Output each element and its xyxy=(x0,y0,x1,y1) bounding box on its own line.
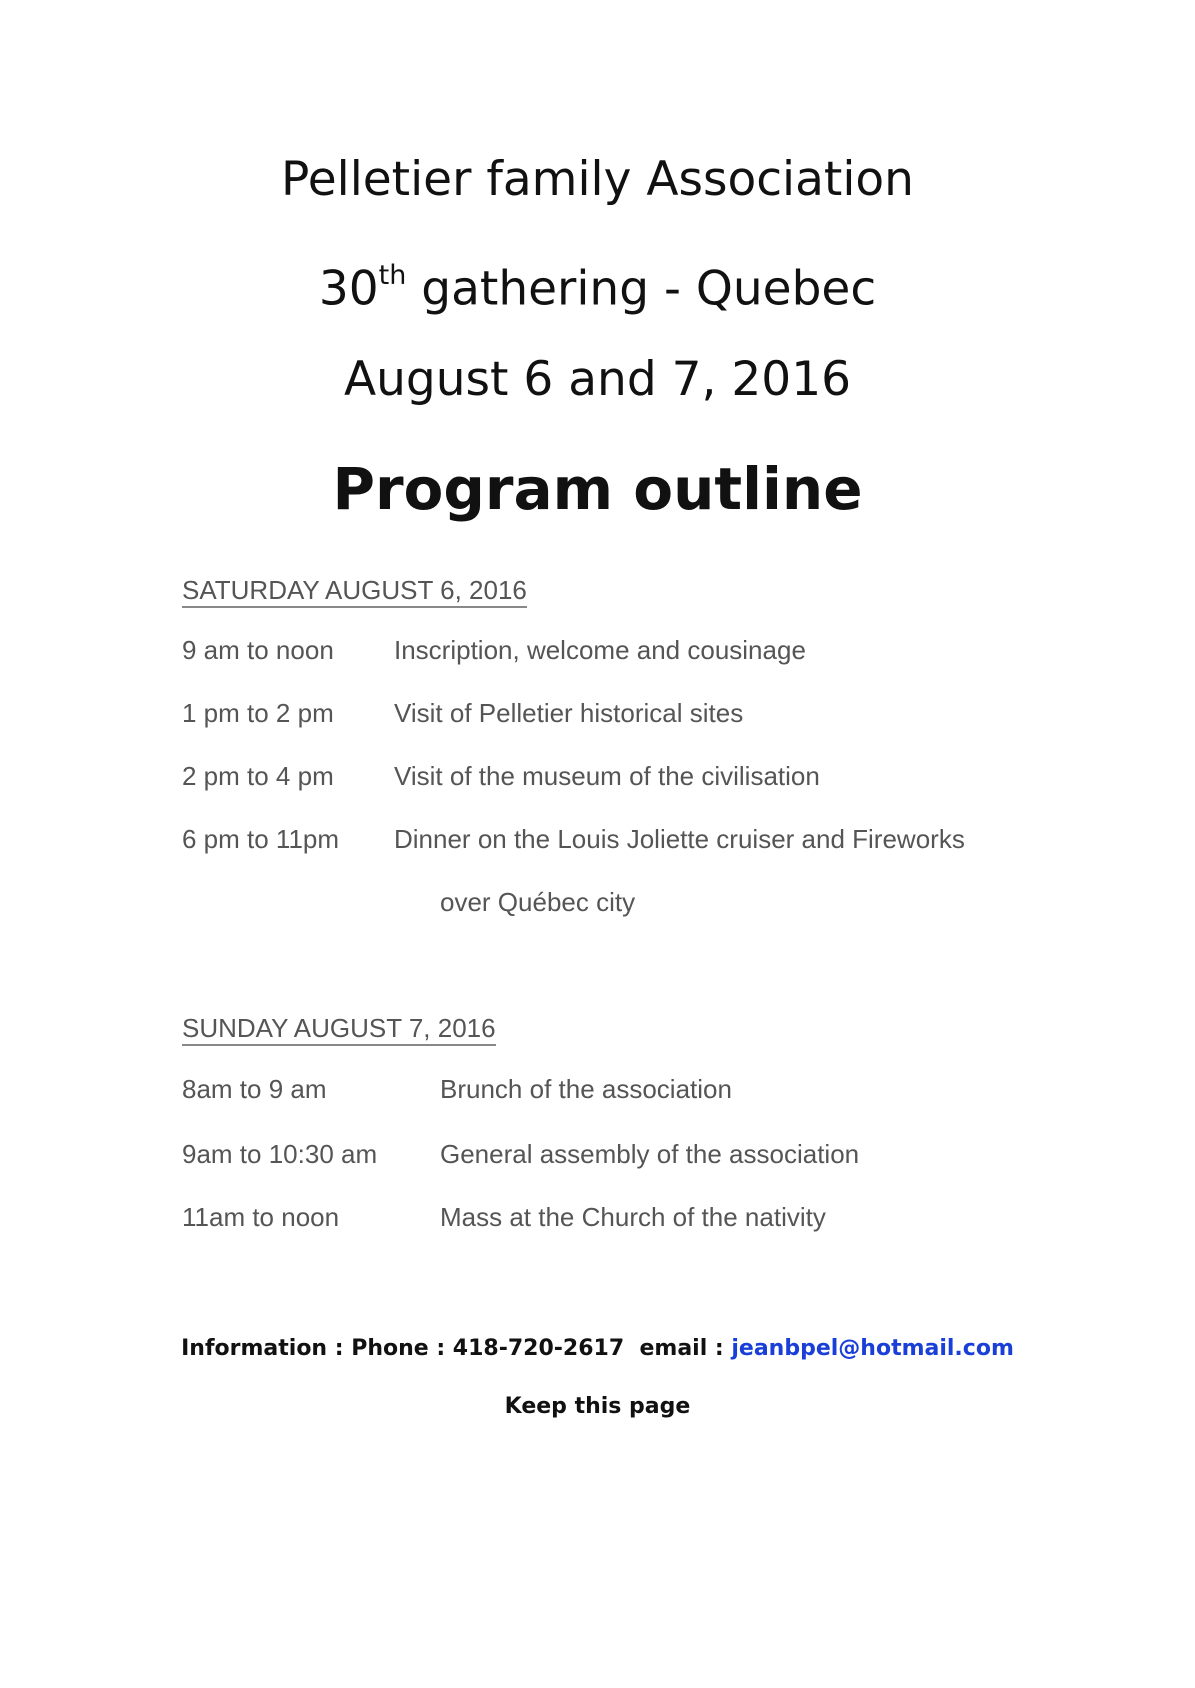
schedule-time: 9 am to noon xyxy=(182,635,334,665)
contact-phone: Information : Phone : 418-720-2617 email : xyxy=(181,1336,732,1361)
sunday-section xyxy=(182,1012,496,1046)
gathering-number: 30 xyxy=(318,261,379,317)
ordinal-suffix: th xyxy=(378,260,407,291)
schedule-time: 11am to noon xyxy=(182,1202,340,1232)
gathering-location: gathering - Quebec xyxy=(406,261,877,317)
email-link[interactable]: jeanbpel@hotmail.com xyxy=(731,1336,1014,1361)
association-name: Pelletier family Association xyxy=(281,152,914,207)
schedule-description: Dinner on the Louis Joliette cruiser and Fireworks xyxy=(394,824,965,854)
saturday-section xyxy=(182,574,527,608)
schedule-time: 8am to 9 am xyxy=(182,1074,327,1104)
schedule-description: General assembly of the association xyxy=(440,1139,860,1169)
schedule-time: 6 pm to 11pm xyxy=(182,824,340,854)
schedule-description: Inscription, welcome and cousinage xyxy=(394,635,806,665)
schedule-description: Visit of the museum of the civilisation xyxy=(394,761,820,791)
contact-info xyxy=(0,1336,1195,1361)
schedule-description: Brunch of the association xyxy=(440,1074,732,1104)
page-title: Program outline xyxy=(332,455,863,523)
schedule-time: 9am to 10:30 am xyxy=(182,1139,378,1169)
event-dates: August 6 and 7, 2016 xyxy=(343,352,852,407)
sunday-heading: SUNDAY AUGUST 7, 2016 xyxy=(182,1012,496,1046)
schedule-description: Mass at the Church of the nativity xyxy=(440,1202,826,1232)
saturday-heading: SATURDAY AUGUST 6, 2016 xyxy=(182,574,527,608)
keep-page-note: Keep this page xyxy=(504,1394,691,1419)
schedule-time: 1 pm to 2 pm xyxy=(182,698,334,728)
gathering-title xyxy=(0,250,1195,320)
schedule-description: Visit of Pelletier historical sites xyxy=(394,698,744,728)
schedule-description-continued: over Québec city xyxy=(440,887,636,917)
schedule-time: 2 pm to 4 pm xyxy=(182,761,334,791)
